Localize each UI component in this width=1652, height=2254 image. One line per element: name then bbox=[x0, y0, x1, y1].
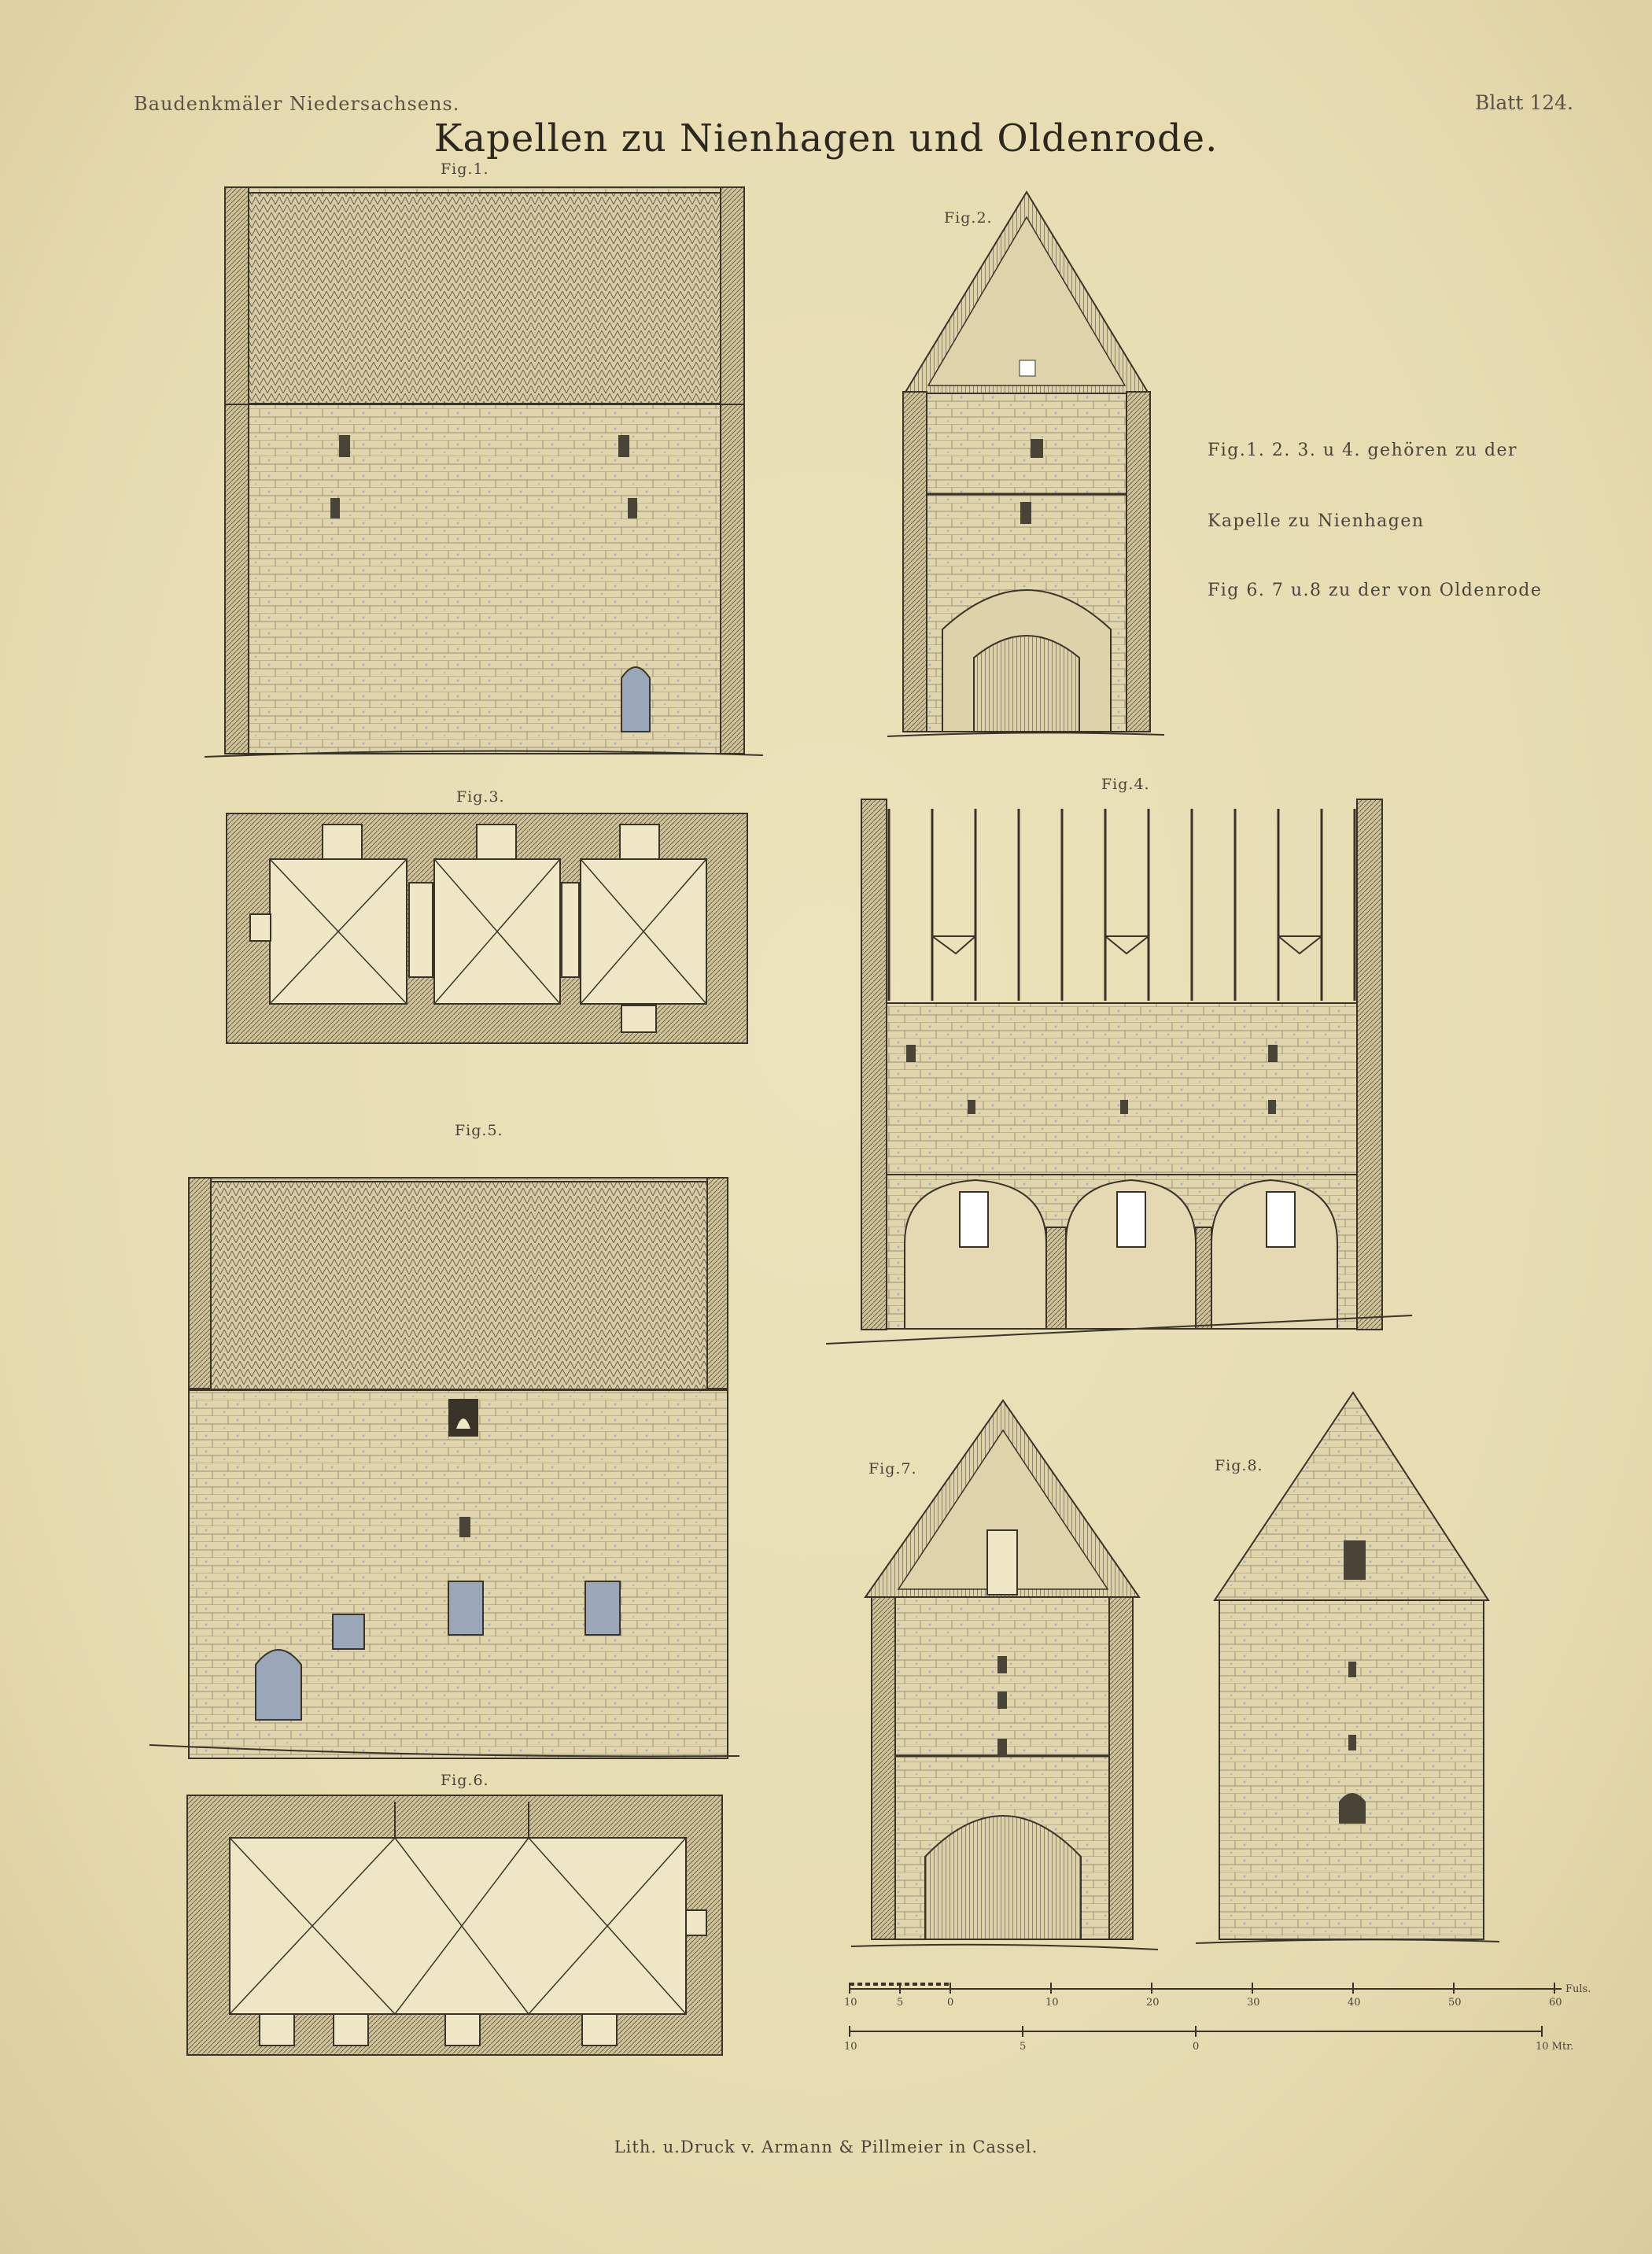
scale-bar-feet bbox=[850, 1983, 1562, 1994]
note-line-2: Kapelle zu Nienhagen bbox=[1208, 511, 1425, 531]
fig8-label: Fig.8. bbox=[1215, 1457, 1263, 1474]
fig1-label: Fig.1. bbox=[441, 160, 489, 178]
fig4-label: Fig.4. bbox=[1101, 776, 1150, 793]
fig5-elevation bbox=[149, 1178, 739, 1758]
fig8-elevation bbox=[1196, 1393, 1499, 1943]
scale-feet-tick: 10 bbox=[1045, 1997, 1059, 2009]
scale-feet-tick: 0 bbox=[947, 1997, 954, 2009]
scale-feet-tick: 50 bbox=[1448, 1997, 1462, 2009]
scale-feet-tick: 30 bbox=[1247, 1997, 1260, 2009]
fig2-section bbox=[887, 192, 1164, 736]
scale-feet-tick: 20 bbox=[1146, 1997, 1160, 2009]
scale-meter-tick: 5 bbox=[1020, 2041, 1027, 2053]
scale-feet-tick: 40 bbox=[1348, 1997, 1361, 2009]
scale-feet-tick: 5 bbox=[897, 1997, 904, 2009]
printer-credit: Lith. u.Druck v. Armann & Pillmeier in Cassel. bbox=[614, 2138, 1038, 2156]
fig6-label: Fig.6. bbox=[441, 1772, 489, 1789]
note-line-1: Fig.1. 2. 3. u 4. gehören zu der bbox=[1208, 441, 1518, 460]
scale-feet-unit: Fuls. bbox=[1565, 1983, 1591, 1995]
fig3-plan bbox=[227, 813, 747, 1043]
fig7-label: Fig.7. bbox=[868, 1460, 917, 1477]
note-line-3: Fig 6. 7 u.8 zu der von Oldenrode bbox=[1208, 581, 1543, 600]
scale-bar-meters bbox=[850, 2026, 1542, 2037]
fig2-label: Fig.2. bbox=[944, 209, 993, 227]
scale-feet-tick: 10 bbox=[844, 1997, 857, 2009]
fig6-plan bbox=[187, 1795, 722, 2055]
fig4-section bbox=[826, 799, 1412, 1344]
scale-meter-tick: 0 bbox=[1193, 2041, 1200, 2053]
series-title: Baudenkmäler Niedersachsens. bbox=[134, 93, 460, 115]
page-title: Kapellen zu Nienhagen und Oldenrode. bbox=[433, 116, 1219, 160]
fig5-label: Fig.5. bbox=[455, 1122, 503, 1139]
scale-meter-unit: 10 Mtr. bbox=[1536, 2041, 1574, 2053]
plate-number: Blatt 124. bbox=[1475, 91, 1573, 114]
fig3-label: Fig.3. bbox=[456, 788, 505, 806]
fig1-elevation bbox=[205, 187, 763, 757]
scale-meter-tick: 10 bbox=[844, 2041, 857, 2053]
scale-feet-tick: 60 bbox=[1549, 1997, 1562, 2009]
fig7-section bbox=[851, 1400, 1158, 1950]
